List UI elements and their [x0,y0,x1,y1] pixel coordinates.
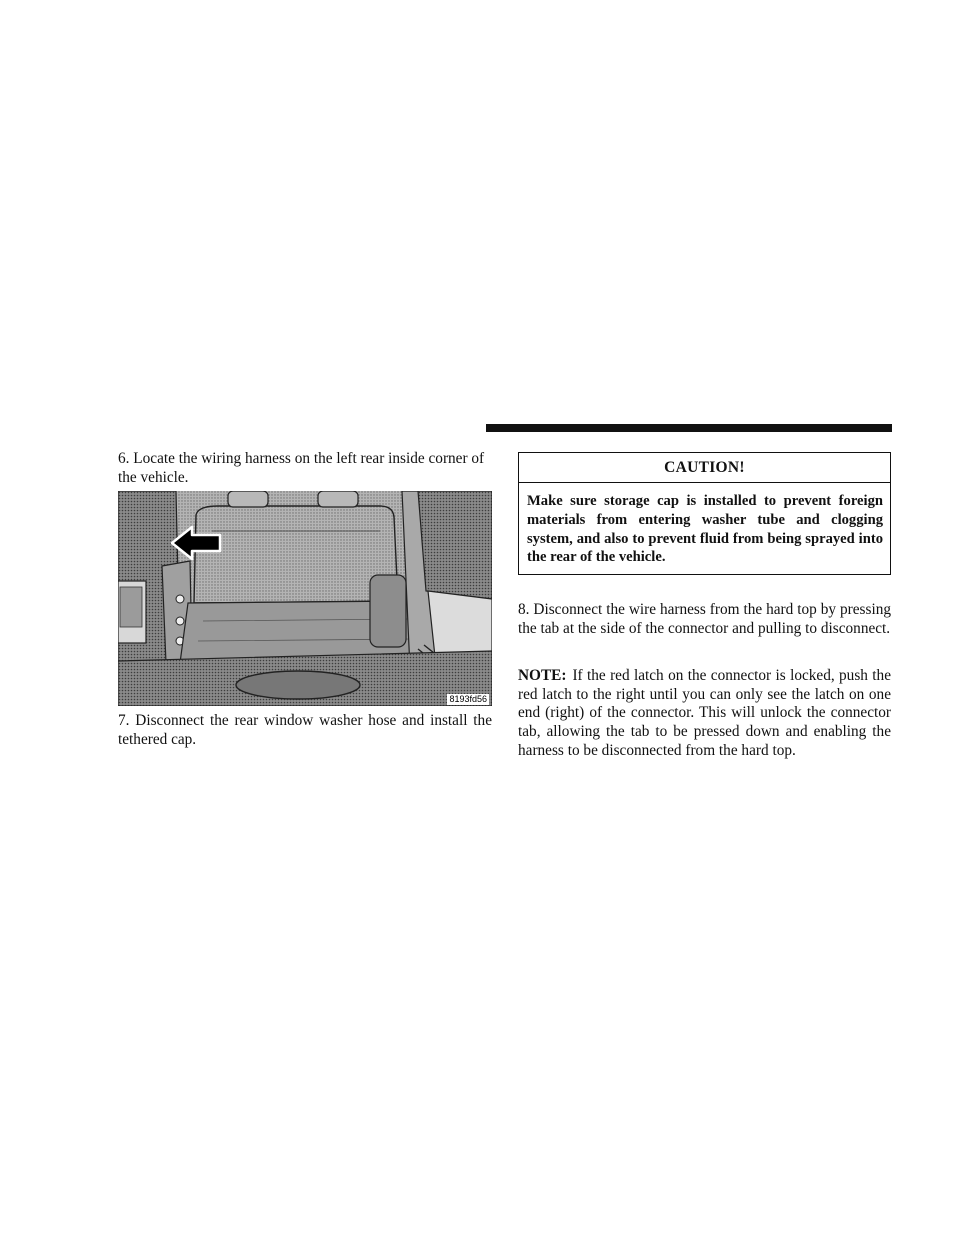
step-7-text: 7. Disconnect the rear window washer hose and install the tethered cap. [118,712,492,748]
caution-title: CAUTION! [519,453,890,483]
note-label: NOTE: [518,667,567,684]
caution-body: Make sure storage cap is installed to prevent foreign materials from entering washer tube and clogging system, and also to prevent fluid from being sprayed into the rear of the vehicle. [527,493,883,566]
cargo-area-illustration [118,491,492,706]
figure-code-label: 8193fd56 [449,694,487,704]
cargo-area-drawing [118,491,492,706]
step-6-text: 6. Locate the wiring harness on the left rear inside corner of the vehicle. [118,450,485,486]
note-paragraph [518,667,891,761]
caution-box [518,452,891,575]
section-rule-bar [486,424,892,432]
step-8-text: 8. Disconnect the wire harness from the hard top by pressing the tab at the side of the connector and pulling to disconnect. [518,601,891,637]
note-text: If the red latch on the connector is locked, push the red latch to the right until you can only see the latch on one end (right) of the connector. This will unlock the connector tab, allowing the tab to be pressed down and enabling the harness to be disconnected from the hard top. [518,667,891,759]
